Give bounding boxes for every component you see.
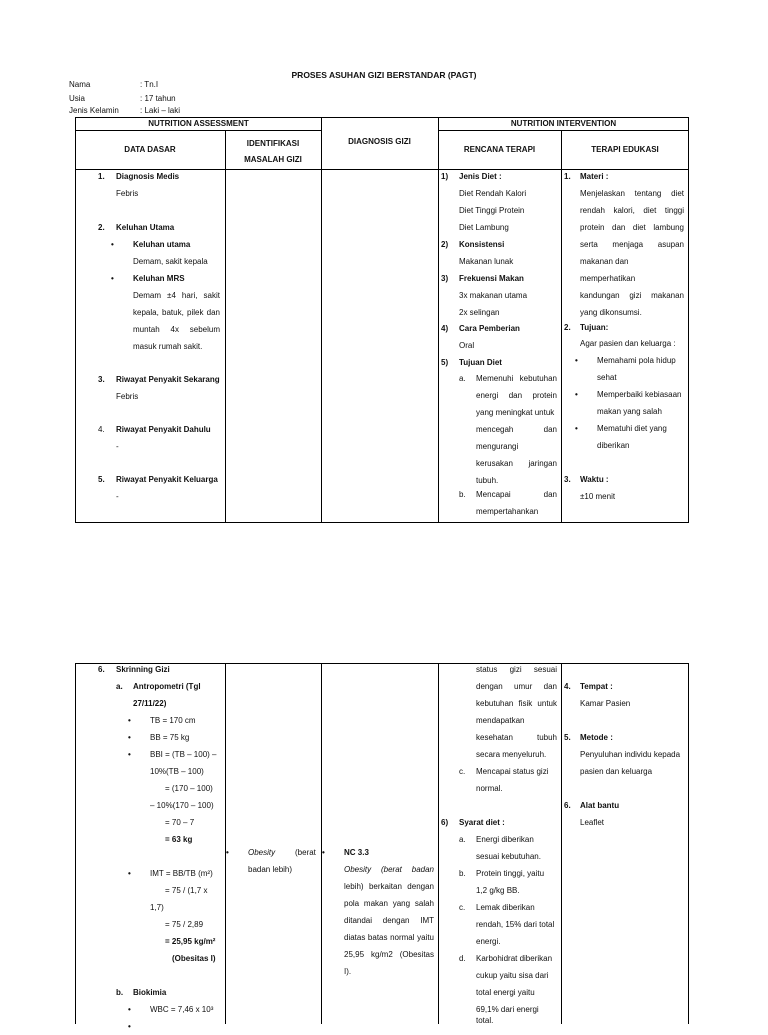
keluhan-mrs-line: muntah 4x sebelum — [133, 325, 220, 334]
diagnosis-line: lebih) berkaitan dengan — [344, 882, 434, 891]
waktu-value: ±10 menit — [580, 492, 616, 501]
diagnosis-code: • NC 3.3 — [344, 844, 369, 861]
tujuan-a-text — [476, 370, 557, 489]
tujuan-a-line: Memenuhi kebutuhan — [476, 374, 557, 383]
bbi-result: = 63 kg — [165, 835, 193, 844]
syarat-d-line: cukup yaitu sisa dari — [476, 971, 549, 980]
syarat-b-line: Protein tinggi, yaitu — [476, 869, 545, 878]
materi-line: yang dikonsumsi. — [580, 308, 642, 317]
tujuan-edukasi-title: Tujuan: — [580, 323, 609, 332]
tujuan-a-cont-line: kesehatan tubuh — [476, 733, 557, 742]
bbi-formula-line: = (170 – 100) — [165, 784, 213, 793]
keluhan-mrs-line: Demam ±4 hari, sakit — [133, 291, 220, 300]
diagnosis-medis-num: 1. — [98, 172, 105, 181]
metode-line: pasien dan keluarga — [580, 767, 653, 776]
tujuan-c-line: Mencapai status gizi — [476, 767, 549, 776]
syarat-c-line: energi. — [476, 937, 501, 946]
tujuan-bullet-2: • Memperbaiki kebiasaan — [597, 386, 682, 403]
biokimia-title: Biokimia — [133, 988, 167, 997]
imt-formula-line: 1,7) — [150, 903, 164, 912]
tujuan-a-cont-line: dengan umur dan — [476, 682, 557, 691]
rps-num: 3. — [98, 375, 105, 384]
syarat-d-line: Karbohidrat diberikan — [476, 954, 553, 963]
keluhan-mrs-title: • Keluhan MRS — [133, 270, 185, 287]
keluhan-mrs-text — [133, 287, 220, 355]
tujuan-c-line: normal. — [476, 784, 503, 793]
tujuan-a-cont-line: status gizi sesuai — [476, 665, 557, 674]
jenis-diet-item: Diet Rendah Kalori — [459, 189, 527, 198]
syarat-title: Syarat diet : — [459, 818, 505, 827]
syarat-c-label: c. — [459, 903, 466, 912]
rpk-value: - — [116, 492, 119, 501]
bbi-formula-line: 10%(TB – 100) — [150, 767, 204, 776]
syarat-num: 6) — [441, 818, 449, 827]
keluhan-mrs-line: masuk rumah sakit. — [133, 342, 203, 351]
alat-bantu-num: 6. — [564, 801, 571, 810]
rpd-value: - — [116, 442, 119, 451]
tujuan-edukasi-num: 2. — [564, 323, 571, 332]
imt-formula: • IMT = BB/TB (m²) — [150, 865, 213, 882]
rpk-title: Riwayat Penyakit Keluarga — [116, 475, 218, 484]
syarat-a-label: a. — [459, 835, 466, 844]
tujuan-a-line: tubuh. — [476, 476, 499, 485]
tempat-num: 4. — [564, 682, 571, 691]
metode-line: Penyuluhan individu kepada — [580, 750, 681, 759]
jenis-diet-item: Diet Lambung — [459, 223, 509, 232]
tempat-title: Tempat : — [580, 682, 613, 691]
frekuensi-item: 3x makanan utama — [459, 291, 528, 300]
materi-line: makanan dan memperhatikan — [580, 257, 636, 283]
antro-title: Antropometri (Tgl — [133, 682, 201, 691]
waktu-num: 3. — [564, 475, 571, 484]
tujuan-b-label: b. — [459, 490, 466, 499]
tujuan-a-cont-line: kebutuhan fisik untuk — [476, 699, 557, 708]
tujuan-a-cont-line: mendapatkan — [476, 716, 525, 725]
syarat-d-label: d. — [459, 954, 466, 963]
imt-category: (Obesitas I) — [172, 954, 216, 963]
header-nutrition-assessment: NUTRITION ASSESSMENT — [148, 119, 249, 128]
tujuan-bullet-3-cont: diberikan — [597, 441, 630, 450]
materi-line: serta menjaga asupan — [580, 240, 684, 249]
header-identifikasi — [225, 136, 321, 168]
tujuan-a-continued — [476, 661, 557, 763]
materi-title: Materi : — [580, 172, 609, 181]
rpd-num: 4. — [98, 425, 105, 434]
frekuensi-title: Frekuensi Makan — [459, 274, 524, 283]
tujuan-a-line: mencegah dan — [476, 425, 557, 434]
tujuan-a-line: energi dan protein — [476, 391, 557, 400]
rpd-title: Riwayat Penyakit Dahulu — [116, 425, 211, 434]
bbi-formula: • BBI = (TB – 100) – — [150, 746, 216, 763]
cara-pemberian-title: Cara Pemberian — [459, 324, 520, 333]
imt-formula-line: = 75 / (1,7 x — [165, 886, 208, 895]
tujuan-c-label: c. — [459, 767, 466, 776]
materi-line: rendah kalori, diet tinggi — [580, 206, 684, 215]
bbi-formula-line: – 10%(170 – 100) — [150, 801, 214, 810]
tujuan-b-line: mempertahankan — [476, 507, 539, 516]
header-nutrition-intervention: NUTRITION INTERVENTION — [510, 119, 617, 128]
syarat-c-line: rendah, 15% dari total — [476, 920, 555, 929]
materi-line: Menjelaskan tentang diet — [580, 189, 684, 198]
tujuan-diet-title: Tujuan Diet — [459, 358, 502, 367]
jenis-diet-num: 1) — [441, 172, 449, 181]
tujuan-bullet-1-cont: sehat — [597, 373, 617, 382]
diagnosis-line: I). — [344, 967, 352, 976]
keluhan-num: 2. — [98, 223, 105, 232]
header-terapi-edukasi: TERAPI EDUKASI — [591, 145, 659, 154]
diagnosis-line: pola makan yang salah — [344, 899, 434, 908]
syarat-d-line: total energi yaitu — [476, 988, 535, 997]
diagnosis-line: diatas batas normal yaitu — [344, 933, 434, 942]
header-data-dasar: DATA DASAR — [124, 145, 176, 154]
konsistensi-title: Konsistensi — [459, 240, 505, 249]
imt-formula-line: = 75 / 2,89 — [165, 920, 204, 929]
patient-age-label: Usia — [69, 94, 86, 103]
alat-bantu-title: Alat bantu — [580, 801, 620, 810]
syarat-d-line: total. — [476, 1016, 494, 1025]
header-diagnosis-gizi: DIAGNOSIS GIZI — [348, 137, 411, 146]
skrining-num: 6. — [98, 665, 105, 674]
syarat-a-line: Energi diberikan — [476, 835, 534, 844]
diagnosis-medis-title: Diagnosis Medis — [116, 172, 180, 181]
tujuan-a-line: mengurangi — [476, 442, 519, 451]
tb-value: • TB = 170 cm — [150, 712, 196, 729]
imt-result: = 25,95 kg/m² — [165, 937, 216, 946]
syarat-d-line: 69,1% dari energi — [476, 1005, 539, 1014]
tujuan-bullet-2-cont: makan yang salah — [597, 407, 662, 416]
tujuan-diet-num: 5) — [441, 358, 449, 367]
diagnosis-line: 25,95 kg/m2 (Obesitas — [344, 950, 434, 959]
identifikasi-obesity-rest: (berat — [295, 848, 316, 857]
tujuan-a-line: kerusakan jaringan — [476, 459, 557, 468]
rps-value: Febris — [116, 392, 139, 401]
metode-num: 5. — [564, 733, 571, 742]
tujuan-a-line: yang meningkat untuk — [476, 408, 555, 417]
patient-gender-value: : Laki – laki — [140, 106, 181, 115]
materi-num: 1. — [564, 172, 571, 181]
tujuan-bullet-1: • Memahami pola hidup — [597, 352, 676, 369]
skrining-title: Skrinning Gizi — [116, 665, 170, 674]
patient-name-value: : Tn.I — [140, 80, 159, 89]
tujuan-b-line: Mencapai dan — [476, 490, 557, 499]
patient-age-value: : 17 tahun — [140, 94, 176, 103]
patient-name-label: Nama — [69, 80, 91, 89]
tujuan-a-label: a. — [459, 374, 466, 383]
document-title: PROSES ASUHAN GIZI BERSTANDAR (PAGT) — [291, 70, 477, 80]
keluhan-utama-title: • Keluhan utama — [133, 236, 190, 253]
cara-pemberian-value: Oral — [459, 341, 475, 350]
identifikasi-obesity-italic: Obesity — [248, 848, 276, 857]
diagnosis-line: Obesity (berat badan — [344, 865, 434, 874]
keluhan-mrs-line: kepala, batuk, pilek dan — [133, 308, 220, 317]
keluhan-title: Keluhan Utama — [116, 223, 175, 232]
frekuensi-item: 2x selingan — [459, 308, 500, 317]
identifikasi-obesity-cont: badan lebih) — [248, 865, 293, 874]
identifikasi-obesity — [248, 844, 275, 861]
cara-pemberian-num: 4) — [441, 324, 449, 333]
diagnosis-medis-value: Febris — [116, 189, 139, 198]
materi-line: kandungan gizi makanan — [580, 291, 684, 300]
syarat-a-line: sesuai kebutuhan. — [476, 852, 541, 861]
konsistensi-value: Makanan lunak — [459, 257, 514, 266]
antro-title-cont: 27/11/22) — [133, 699, 167, 708]
header-identifikasi-line2: MASALAH GIZI — [244, 155, 302, 164]
rpk-num: 5. — [98, 475, 105, 484]
bbi-formula-line: = 70 – 7 — [165, 818, 195, 827]
jenis-diet-item: Diet Tinggi Protein — [459, 206, 525, 215]
jenis-diet-title: Jenis Diet : — [459, 172, 502, 181]
header-identifikasi-line1: IDENTIFIKASI — [246, 139, 300, 148]
tempat-value: Kamar Pasien — [580, 699, 631, 708]
syarat-b-label: b. — [459, 869, 466, 878]
patient-gender-label: Jenis Kelamin — [69, 106, 119, 115]
header-rencana-terapi: RENCANA TERAPI — [463, 145, 536, 154]
materi-text — [580, 185, 684, 321]
tujuan-a-cont-line: secara menyeluruh. — [476, 750, 547, 759]
materi-line: protein dan diet lambung — [580, 223, 684, 232]
waktu-title: Waktu : — [580, 475, 609, 484]
frekuensi-num: 3) — [441, 274, 449, 283]
alat-bantu-value: Leaflet — [580, 818, 605, 827]
tujuan-bullet-3: • Mematuhi diet yang — [597, 420, 667, 437]
syarat-b-line: 1,2 g/kg BB. — [476, 886, 520, 895]
diagnosis-line: ditandai dengan IMT — [344, 916, 434, 925]
biokimia-label: b. — [116, 988, 124, 997]
bb-value: • BB = 75 kg — [150, 729, 189, 746]
tujuan-b-text — [476, 486, 557, 520]
keluhan-utama-value: Demam, sakit kepala — [133, 257, 208, 266]
diagnosis-text — [344, 861, 434, 980]
rps-title: Riwayat Penyakit Sekarang — [116, 375, 220, 384]
metode-title: Metode : — [580, 733, 613, 742]
wbc-value: • WBC = 7,46 x 10³ — [150, 1001, 213, 1018]
antro-label: a. — [116, 682, 123, 691]
tujuan-edukasi-intro: Agar pasien dan keluarga : — [580, 339, 676, 348]
konsistensi-num: 2) — [441, 240, 449, 249]
syarat-c-line: Lemak diberikan — [476, 903, 535, 912]
